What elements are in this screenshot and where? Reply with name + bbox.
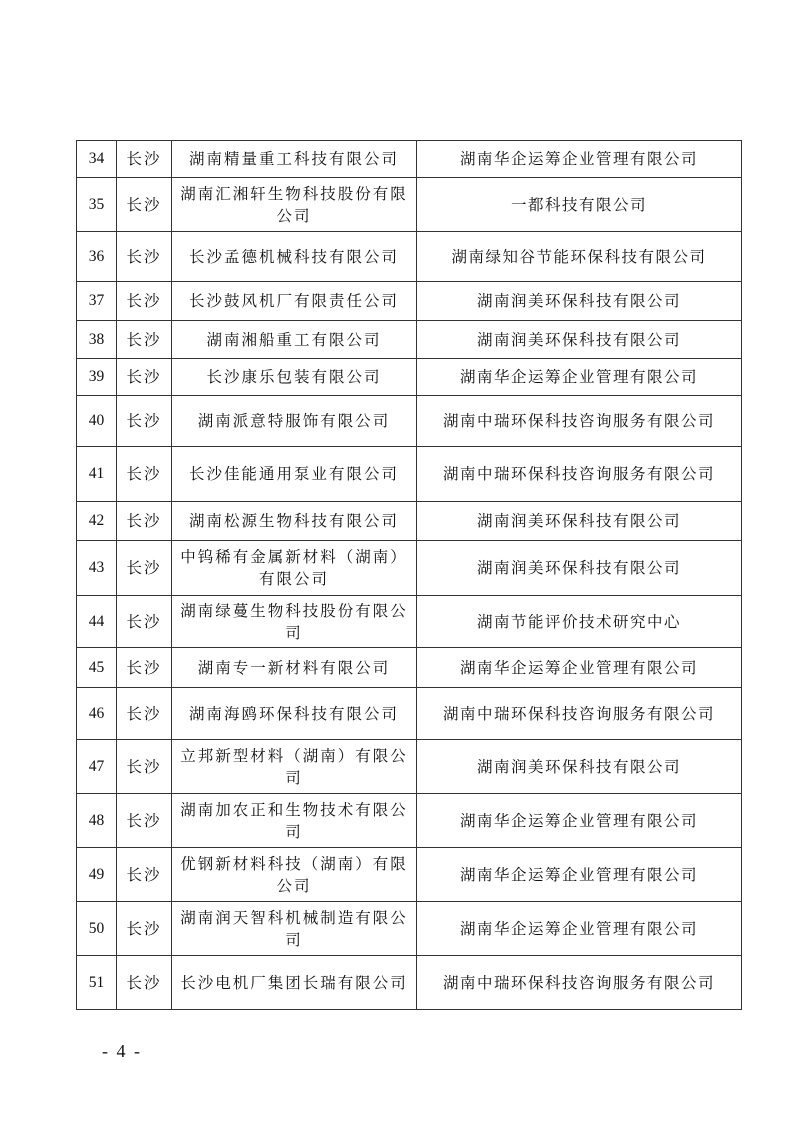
- table-row: [77, 541, 742, 596]
- row-number: 38: [77, 321, 117, 359]
- row-city: 长沙: [117, 688, 172, 740]
- row-city: 长沙: [117, 359, 172, 396]
- row-organization: 湖南节能评价技术研究中心: [417, 596, 742, 648]
- row-city: 长沙: [117, 902, 172, 956]
- row-company: [172, 232, 417, 282]
- table-row: [77, 648, 742, 688]
- company-name: 湖南湘船重工有限公司: [206, 330, 382, 349]
- row-company: [172, 321, 417, 359]
- table-row: [77, 396, 742, 447]
- company-name: 湖南海鸥环保科技有限公司: [188, 704, 399, 723]
- enterprise-table-body: [77, 141, 742, 1010]
- row-organization: 湖南华企运筹企业管理有限公司: [417, 141, 742, 178]
- row-company: [172, 359, 417, 396]
- company-name: 长沙佳能通用泵业有限公司: [188, 465, 399, 483]
- table-row: [77, 321, 742, 359]
- row-company: [172, 396, 417, 447]
- row-company: [172, 688, 417, 740]
- row-city: 长沙: [117, 596, 172, 648]
- table-row: [77, 688, 742, 740]
- row-organization: 湖南华企运筹企业管理有限公司: [417, 848, 742, 902]
- row-number: 34: [77, 141, 117, 178]
- row-number: 35: [77, 178, 117, 232]
- row-organization: 湖南润美环保科技有限公司: [417, 321, 742, 359]
- row-city: 长沙: [117, 956, 172, 1010]
- table-row: [77, 359, 742, 396]
- row-organization: 湖南中瑞环保科技咨询服务有限公司: [417, 396, 742, 447]
- row-city: 长沙: [117, 541, 172, 596]
- row-number: 48: [77, 794, 117, 848]
- row-company: [172, 282, 417, 321]
- row-city: 长沙: [117, 447, 172, 502]
- row-company: [172, 956, 417, 1010]
- row-city: 长沙: [117, 282, 172, 321]
- row-city: 长沙: [117, 321, 172, 359]
- company-name: 湖南精量重工科技有限公司: [188, 150, 399, 168]
- row-organization: 湖南润美环保科技有限公司: [417, 740, 742, 794]
- table-row: [77, 502, 742, 541]
- company-name: 湖南派意特服饰有限公司: [197, 412, 391, 430]
- row-organization: 湖南华企运筹企业管理有限公司: [417, 794, 742, 848]
- table-row: [77, 902, 742, 956]
- row-city: 长沙: [117, 178, 172, 232]
- row-city: 长沙: [117, 648, 172, 688]
- row-number: 43: [77, 541, 117, 596]
- table-row: [77, 178, 742, 232]
- row-number: 40: [77, 396, 117, 447]
- row-city: 长沙: [117, 794, 172, 848]
- row-company: [172, 740, 417, 794]
- row-organization: 湖南绿知谷节能环保科技有限公司: [417, 232, 742, 282]
- row-organization: 湖南润美环保科技有限公司: [417, 541, 742, 596]
- row-number: 51: [77, 956, 117, 1010]
- row-company: [172, 541, 417, 596]
- row-number: 41: [77, 447, 117, 502]
- row-company: [172, 447, 417, 502]
- company-name: 长沙康乐包装有限公司: [206, 368, 382, 386]
- table-row: [77, 848, 742, 902]
- company-name: 优钢新材料科技（湖南）有限公司: [180, 854, 408, 895]
- company-name: 湖南专一新材料有限公司: [197, 658, 391, 677]
- row-company: [172, 178, 417, 232]
- company-name: 湖南加农正和生物技术有限公司: [180, 800, 408, 841]
- company-name: 长沙电机厂集团长瑞有限公司: [180, 973, 408, 992]
- row-number: 36: [77, 232, 117, 282]
- row-number: 39: [77, 359, 117, 396]
- company-name: 湖南绿蔓生物科技股份有限公司: [180, 601, 408, 642]
- row-number: 44: [77, 596, 117, 648]
- table-row: [77, 282, 742, 321]
- row-organization: 湖南华企运筹企业管理有限公司: [417, 359, 742, 396]
- row-company: [172, 141, 417, 178]
- row-company: [172, 502, 417, 541]
- table-row: [77, 794, 742, 848]
- table-row: [77, 740, 742, 794]
- table-row: [77, 956, 742, 1010]
- row-organization: 湖南中瑞环保科技咨询服务有限公司: [417, 688, 742, 740]
- company-name: 湖南汇湘轩生物科技股份有限公司: [180, 184, 408, 225]
- row-company: [172, 848, 417, 902]
- row-number: 45: [77, 648, 117, 688]
- row-city: 长沙: [117, 141, 172, 178]
- table-row: [77, 232, 742, 282]
- row-organization: 湖南华企运筹企业管理有限公司: [417, 902, 742, 956]
- company-name: 湖南润天智科机械制造有限公司: [180, 908, 408, 949]
- row-city: 长沙: [117, 848, 172, 902]
- row-company: [172, 794, 417, 848]
- row-number: 46: [77, 688, 117, 740]
- row-organization: 湖南中瑞环保科技咨询服务有限公司: [417, 956, 742, 1010]
- row-number: 50: [77, 902, 117, 956]
- table-row: [77, 596, 742, 648]
- page-number: - 4 -: [102, 1041, 142, 1061]
- row-city: 长沙: [117, 740, 172, 794]
- row-number: 47: [77, 740, 117, 794]
- row-organization: 湖南中瑞环保科技咨询服务有限公司: [417, 447, 742, 502]
- company-name: 立邦新型材料（湖南）有限公司: [180, 746, 408, 787]
- row-organization: 湖南润美环保科技有限公司: [417, 282, 742, 321]
- row-organization: 一都科技有限公司: [417, 178, 742, 232]
- company-name: 长沙孟德机械科技有限公司: [188, 247, 399, 266]
- row-city: 长沙: [117, 502, 172, 541]
- row-organization: 湖南华企运筹企业管理有限公司: [417, 648, 742, 688]
- row-company: [172, 902, 417, 956]
- table-row: [77, 141, 742, 178]
- row-number: 49: [77, 848, 117, 902]
- company-name: 长沙鼓风机厂有限责任公司: [188, 292, 399, 310]
- row-company: [172, 648, 417, 688]
- row-city: 长沙: [117, 396, 172, 447]
- row-city: 长沙: [117, 232, 172, 282]
- row-number: 37: [77, 282, 117, 321]
- enterprise-table: [76, 140, 742, 1010]
- row-number: 42: [77, 502, 117, 541]
- row-organization: 湖南润美环保科技有限公司: [417, 502, 742, 541]
- table-row: [77, 447, 742, 502]
- row-company: [172, 596, 417, 648]
- company-name: 湖南松源生物科技有限公司: [188, 512, 399, 530]
- company-name: 中钨稀有金属新材料（湖南）有限公司: [180, 548, 408, 588]
